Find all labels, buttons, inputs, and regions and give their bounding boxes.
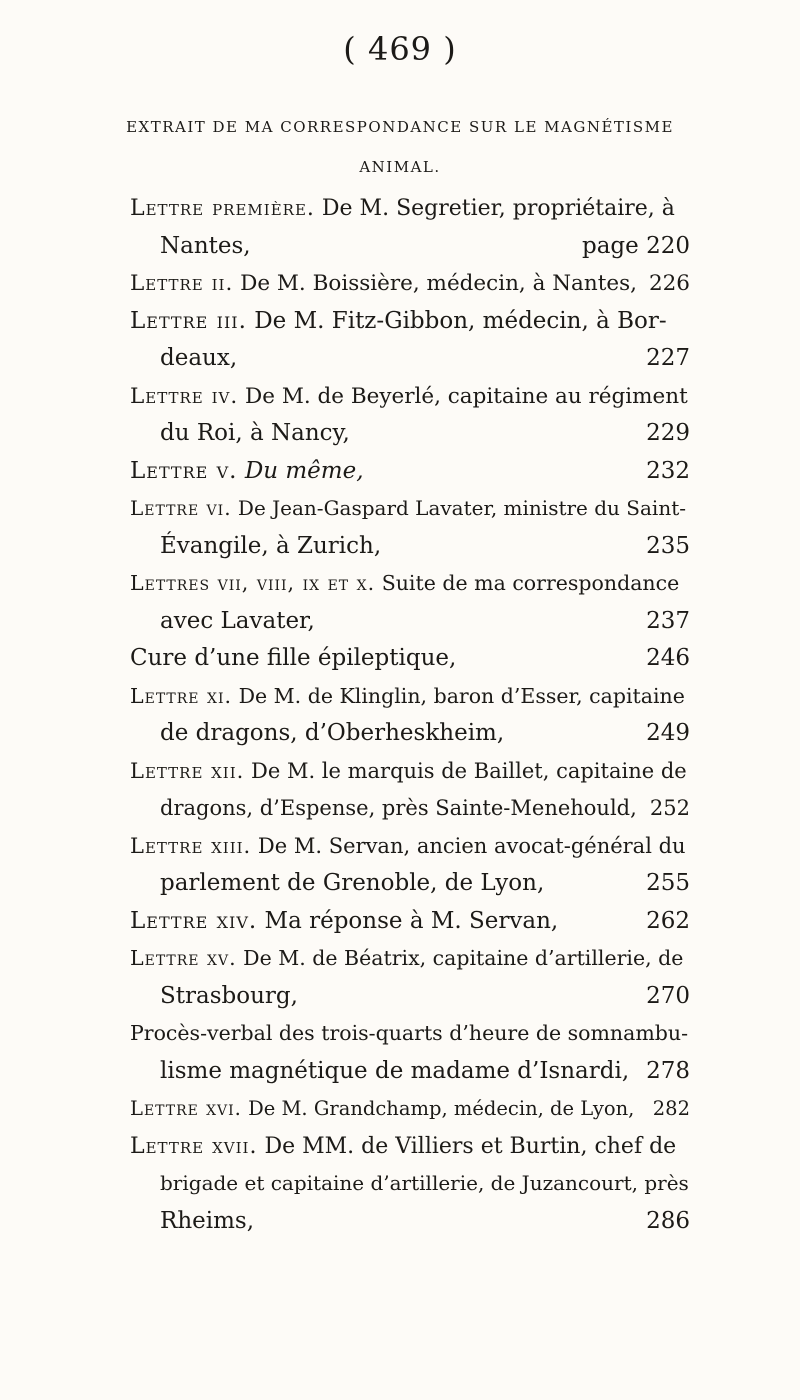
entry-page: 235 <box>646 532 690 559</box>
entry-text: De M. Fitz-Gibbon, médecin, à Bor- <box>254 307 667 334</box>
entry-text-continued: dragons, d’Espense, près Sainte-Menehould, <box>160 796 637 820</box>
entry-page: 227 <box>646 345 690 371</box>
toc-entry <box>130 1090 690 1128</box>
toc-entry <box>130 565 690 640</box>
entry-text: De M. de Beyerlé, capitaine au régiment <box>245 383 688 409</box>
entry-text: De M. de Béatrix, capitaine d’artillerie, de <box>243 946 684 970</box>
entry-page: 278 <box>646 1057 690 1084</box>
entry-page: 249 <box>646 720 690 746</box>
entry-text-continued: deaux, <box>160 345 238 371</box>
entry-label: Lettre xvi. <box>130 1097 242 1120</box>
entry-text: De M. de Klinglin, baron d’Esser, capitaine <box>238 683 685 708</box>
entry-text: Suite de ma correspondance <box>381 571 680 595</box>
entry-label: Lettre xi. <box>130 683 233 708</box>
entry-page: 286 <box>646 1207 690 1234</box>
entry-page: 226 <box>648 271 690 296</box>
entry-page: 232 <box>646 457 690 484</box>
entry-text: Du même, <box>244 457 364 484</box>
toc-entry <box>130 1128 690 1241</box>
entry-text: De MM. de Villiers et Burtin, chef de <box>264 1133 677 1159</box>
entry-text-continued: de dragons, d’Oberheskheim, <box>160 720 505 746</box>
toc-entry <box>130 303 690 378</box>
entry-text: Cure d’une fille épileptique, <box>130 645 457 671</box>
entry-text-continued: du Roi, à Nancy, <box>160 420 350 446</box>
section-heading: EXTRAIT DE MA CORRESPONDANCE SUR LE MAGNÉTISME <box>126 118 674 136</box>
toc-entry <box>130 190 690 265</box>
entry-label: Lettre iii. <box>130 307 247 334</box>
page-prefix: page <box>582 232 647 259</box>
entry-text: De M. Grandchamp, médecin, de Lyon, <box>248 1097 635 1120</box>
toc-entry <box>130 678 690 753</box>
toc-entry <box>130 453 690 491</box>
entry-page: 255 <box>646 870 690 896</box>
entry-page: 220 <box>646 232 690 259</box>
entry-label: Lettre première. <box>130 196 315 221</box>
entry-text-continued: Rheims, <box>160 1207 255 1234</box>
entry-text: Ma réponse à M. Servan, <box>264 907 559 934</box>
entry-label: Lettre ii. <box>130 271 234 296</box>
entry-label: Lettre v. <box>130 457 238 484</box>
section-heading-continued: ANIMAL. <box>359 158 441 176</box>
entry-label: Lettre xiii. <box>130 833 252 858</box>
entry-text-continued: parlement de Grenoble, de Lyon, <box>160 870 545 896</box>
entry-text-continued: lisme magnétique de madame d’Isnardi, <box>160 1057 630 1084</box>
entry-label: Lettre xvii. <box>130 1133 258 1159</box>
entry-page: 262 <box>646 907 690 934</box>
entry-text: Procès-verbal des trois-quarts d’heure de somnambu- <box>130 1021 689 1045</box>
entry-text: De Jean-Gaspard Lavater, ministre du Saint- <box>237 496 686 520</box>
entry-page: 246 <box>646 645 690 671</box>
entry-label: Lettre xii. <box>130 758 245 783</box>
entry-page: 282 <box>652 1097 690 1120</box>
entry-label: Lettre vi. <box>130 496 232 520</box>
page-number: ( 469 ) <box>343 30 457 68</box>
entry-page: 270 <box>646 982 690 1009</box>
toc-entry <box>130 753 690 828</box>
entry-label: Lettre xv. <box>130 946 237 970</box>
entry-label: Lettre xiv. <box>130 907 258 934</box>
toc-entry <box>130 265 690 303</box>
entry-page: 229 <box>646 420 690 446</box>
entry-text: De M. Segretier, propriétaire, à <box>321 196 675 221</box>
entry-label: Lettres vii, viii, ix et x. <box>130 571 376 595</box>
entry-label: Lettre iv. <box>130 383 239 409</box>
toc-entry <box>130 378 690 453</box>
toc-entry <box>130 640 690 678</box>
toc-entry <box>130 490 690 565</box>
toc-entry <box>130 903 690 941</box>
entry-text: De M. le marquis de Baillet, capitaine de <box>251 758 687 783</box>
entry-text-continued: brigade et capitaine d’artillerie, de Juzancourt, près <box>160 1171 689 1195</box>
entry-text: De M. Boissière, médecin, à Nantes, <box>240 271 637 296</box>
toc-entry <box>130 1015 690 1090</box>
entry-text-continued: Nantes, <box>160 232 251 259</box>
toc-entry <box>130 828 690 903</box>
entry-text-continued: Strasbourg, <box>160 982 298 1009</box>
toc-entry <box>130 940 690 1015</box>
entry-text: De M. Servan, ancien avocat-général du <box>257 833 686 858</box>
table-of-contents <box>130 190 690 1240</box>
entry-text-continued: avec Lavater, <box>160 607 315 634</box>
entry-page: 252 <box>649 796 690 820</box>
entry-page: 237 <box>646 607 690 634</box>
entry-text-continued: Évangile, à Zurich, <box>160 532 382 559</box>
